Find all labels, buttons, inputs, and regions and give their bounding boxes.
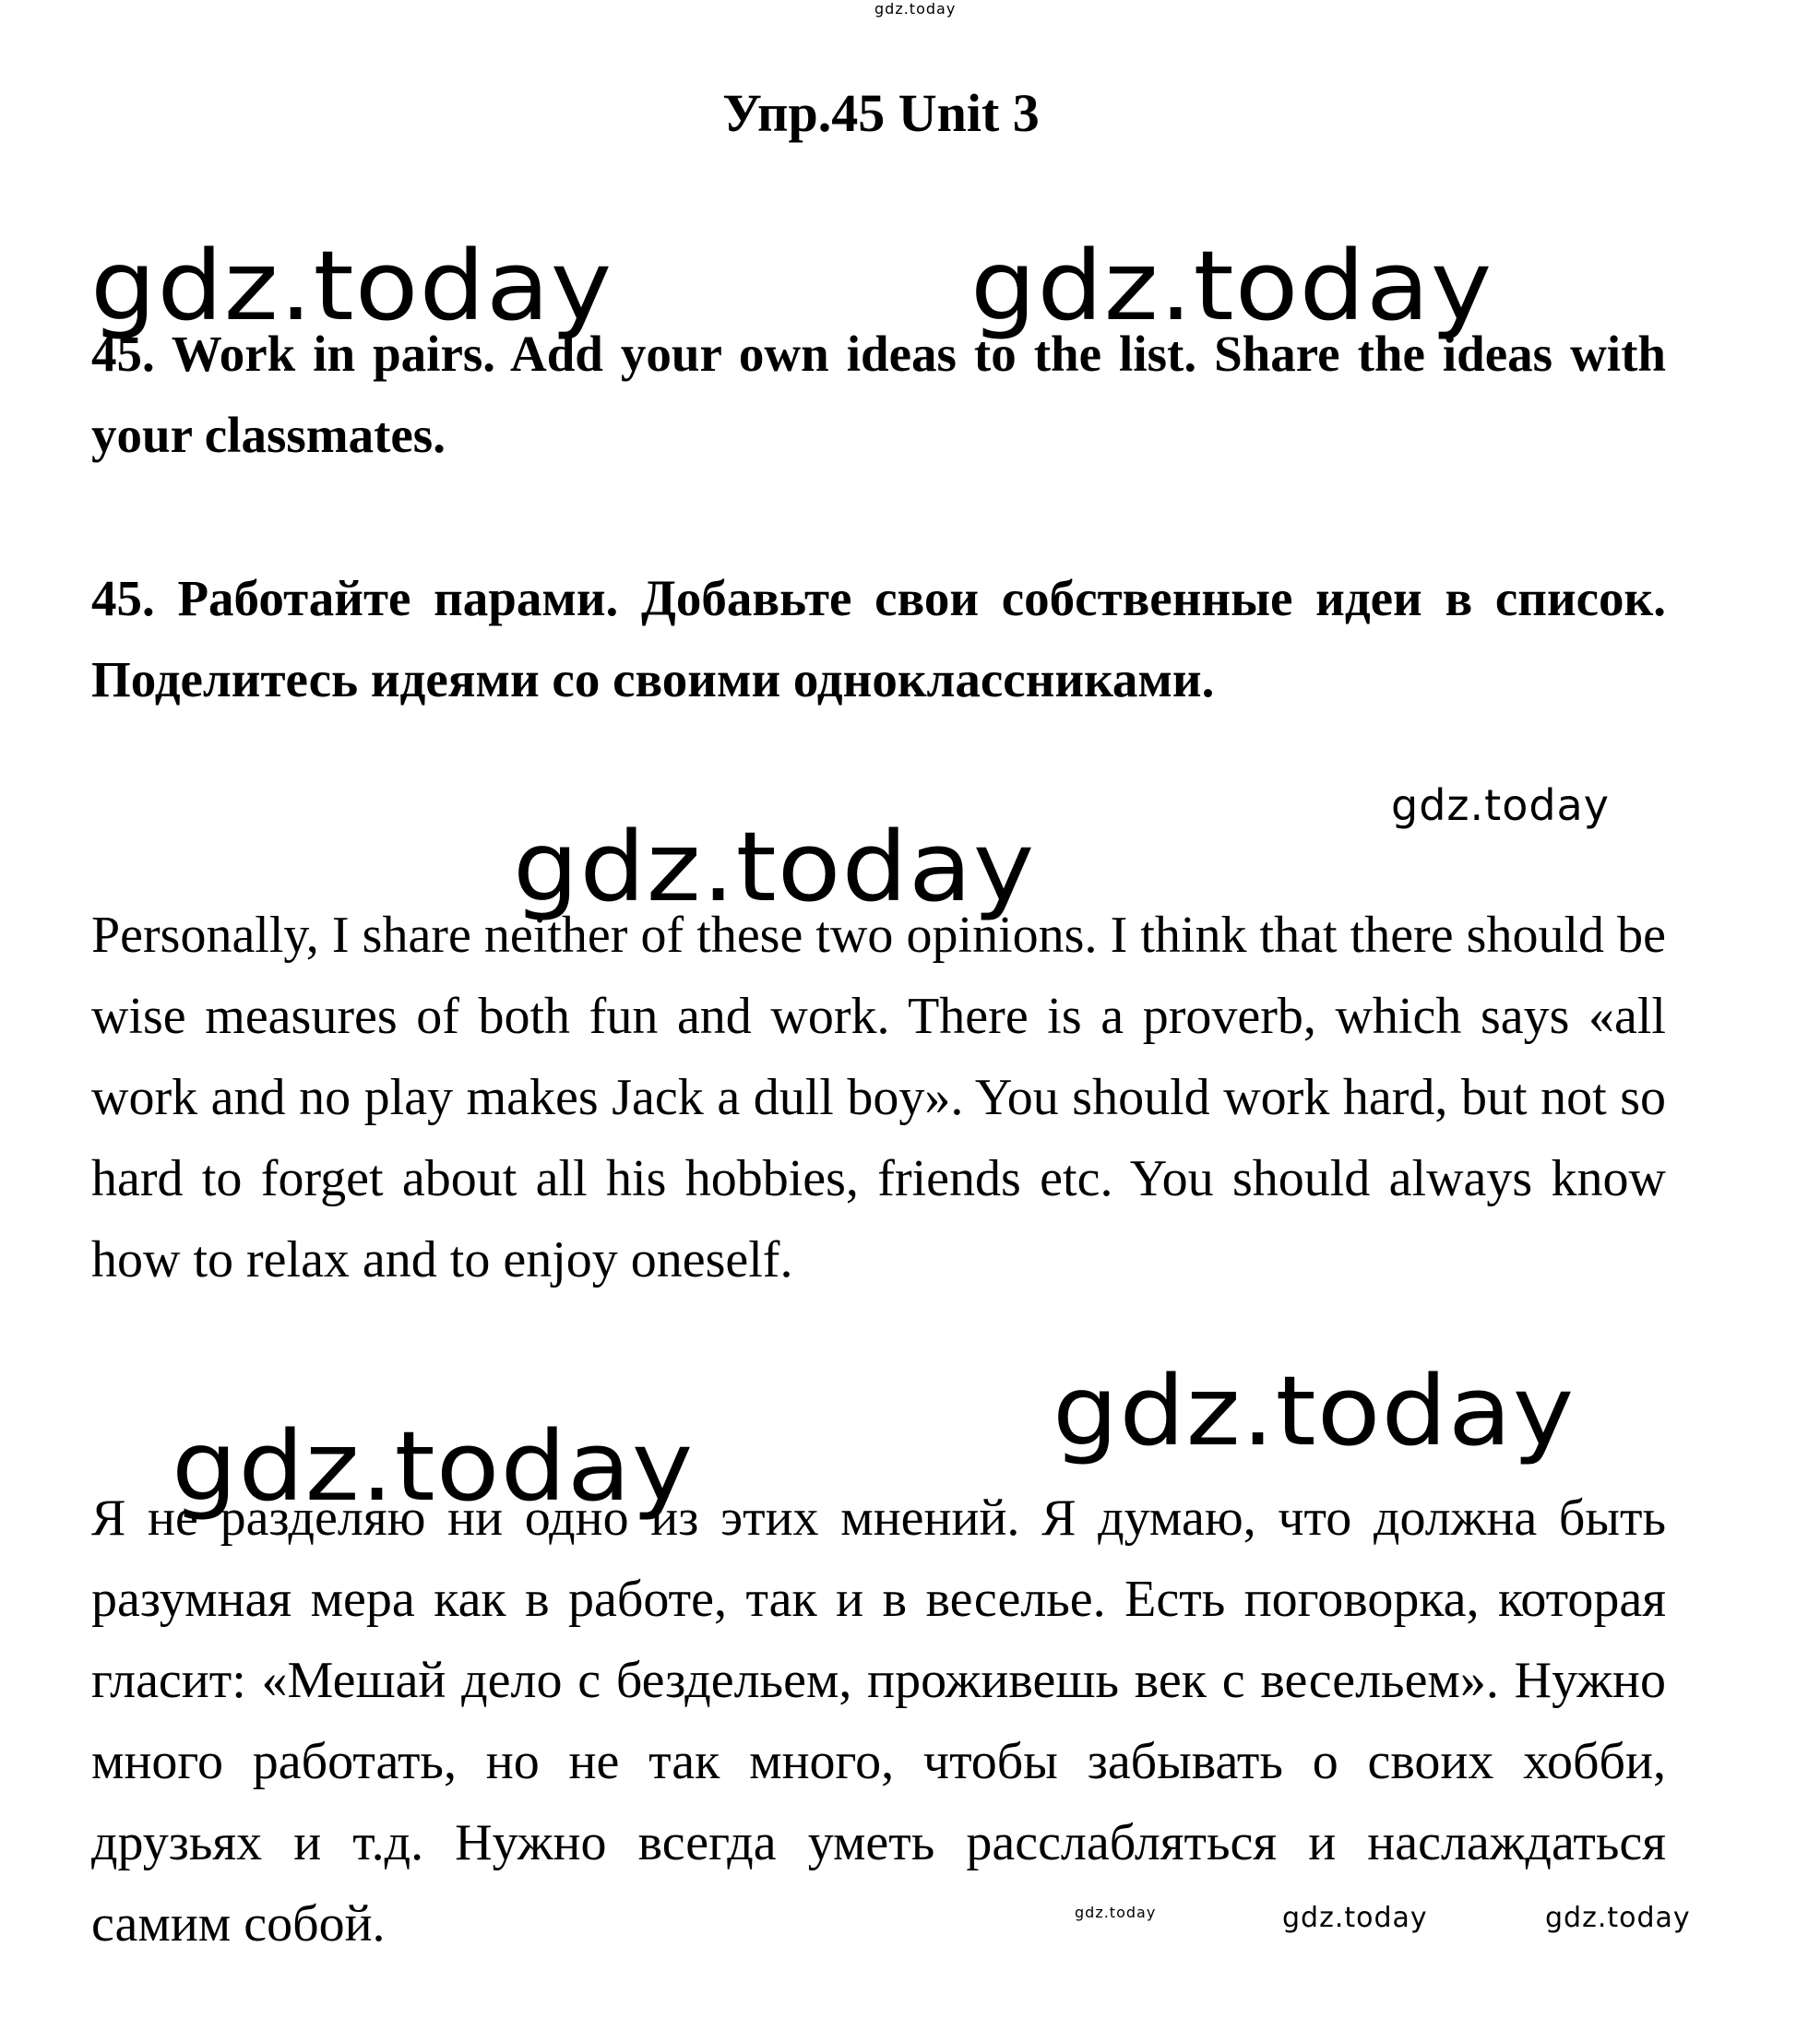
task-english: 45. Work in pairs. Add your own ideas to the list. Share the ideas with your classmates.	[91, 326, 1666, 463]
watermark-medium-1: gdz.today	[1391, 780, 1610, 830]
answer-english: Personally, I share neither of these two opinions. I think that there should be wise measures of both fun and work. There is a proverb, which says «all work and no play makes Jack a dull boy». You should work hard, but not so hard to forget about all his hobbies, friends etc. You should always know how to relax and to enjoy oneself.	[91, 907, 1666, 1288]
task-russian: 45. Работайте парами. Добавьте свои собственные идеи в список. Поделитесь идеями со своими одноклассниками.	[91, 570, 1666, 707]
watermark-bottom-1: gdz.today	[1075, 1904, 1157, 1921]
watermark-large-3: gdz.today	[513, 811, 1036, 923]
watermark-large-1: gdz.today	[90, 230, 613, 342]
answer-russian: Я не разделяю ни одно из этих мнений. Я думаю, что должна быть разумная мера как в работе, так и в веселье. Есть поговорка, которая гласит: «Мешай дело с бездельем, проживешь век с весельем». Нужно много работать, но не так много, чтобы забывать о своих хобби, друзьях и т.д. Нужно всегда уметь расслабляться и наслаждаться самим собой.	[91, 1490, 1666, 1953]
watermark-large-2: gdz.today	[970, 230, 1493, 342]
watermark-bottom-3: gdz.today	[1545, 1902, 1691, 1934]
watermark-top: gdz.today	[874, 0, 957, 18]
watermark-bottom-2: gdz.today	[1282, 1902, 1428, 1934]
watermark-large-4: gdz.today	[1053, 1355, 1576, 1467]
watermark-large-5: gdz.today	[172, 1410, 695, 1523]
page-title: Упр.45 Unit 3	[722, 83, 1040, 143]
